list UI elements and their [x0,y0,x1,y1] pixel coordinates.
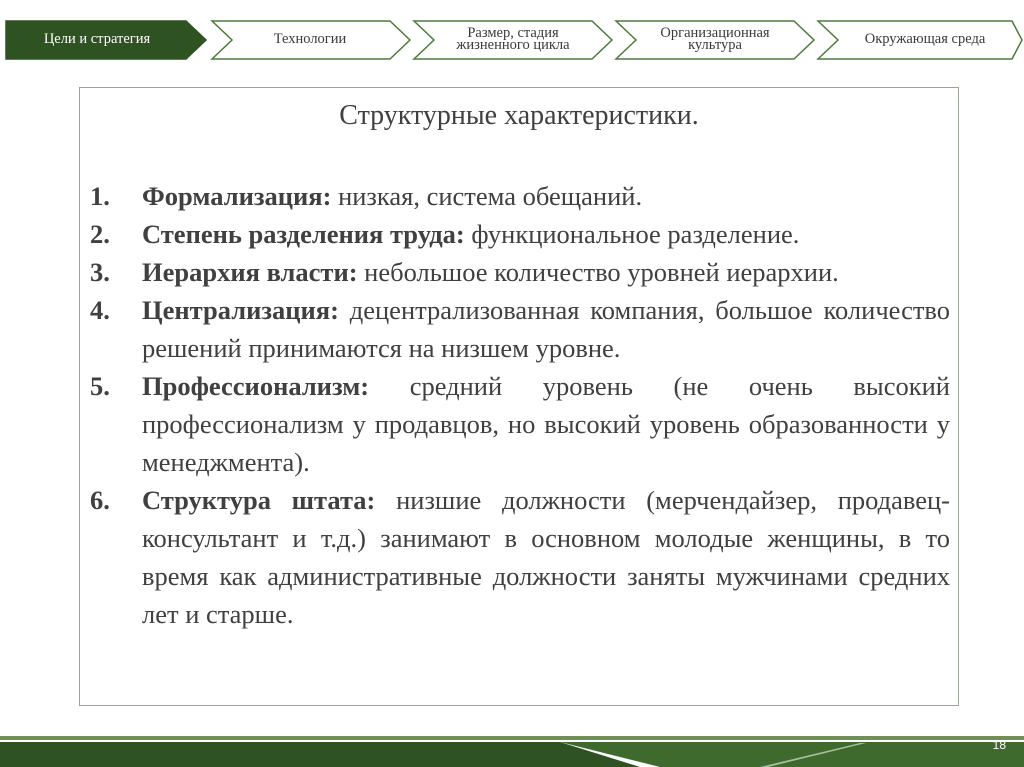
item-text: низшие должности (мерчендайзер, продавец-консультант и т.д.) занимают в основном молодые женщины, в то время как административные должности заняты мужчинами средних лет и старше. [142,485,950,629]
tab-org-culture[interactable]: Организационная культура [660,25,770,53]
item-number: 1. [90,181,110,211]
list-item [90,291,950,367]
slide-title: Структурные характеристики. [339,100,699,131]
footer-stripe-dark [0,742,640,767]
item-term: Профессионализм: [142,371,370,401]
footer-stripe-mid [560,742,1024,767]
footer-band [0,733,1024,767]
item-term: Иерархия власти: [142,257,358,287]
list-item [90,253,950,291]
tab-environment[interactable]: Окружающая среда [864,31,986,47]
tab-technologies[interactable]: Технологии [273,31,347,47]
tab-size-lifecycle[interactable]: Размер, стадия жизненного цикла [456,25,570,53]
item-term: Степень разделения труда: [142,219,465,249]
item-number: 3. [90,257,110,287]
list-item [90,367,950,481]
list-item [90,177,950,215]
item-text: функциональное разделение. [464,219,800,249]
item-number: 6. [90,485,110,515]
item-number: 5. [90,371,110,401]
process-nav [0,0,1024,64]
item-term: Централизация: [142,295,339,325]
footer-stripe-light [0,736,1024,740]
item-number: 2. [90,219,110,249]
item-term: Формализация: [142,181,332,211]
tab-goals-strategy[interactable]: Цели и стратегия [43,31,151,47]
list-item [90,481,950,633]
item-number: 4. [90,295,110,325]
item-text: небольшое количество уровней иерархии. [357,257,839,287]
item-text: низкая, система обещаний. [331,181,643,211]
item-text: средний уровень (не очень высокий профессионализм у продавцов, но высокий уровень образованности у менеджмента). [142,371,950,477]
page-number: 18 [992,738,1006,752]
item-text: децентрализованная компания, большое количество решений принимаются на низшем уровне. [142,295,950,363]
item-term: Структура штата: [142,485,376,515]
characteristics-list [90,177,950,633]
list-item [90,215,950,253]
content-card [79,87,959,706]
